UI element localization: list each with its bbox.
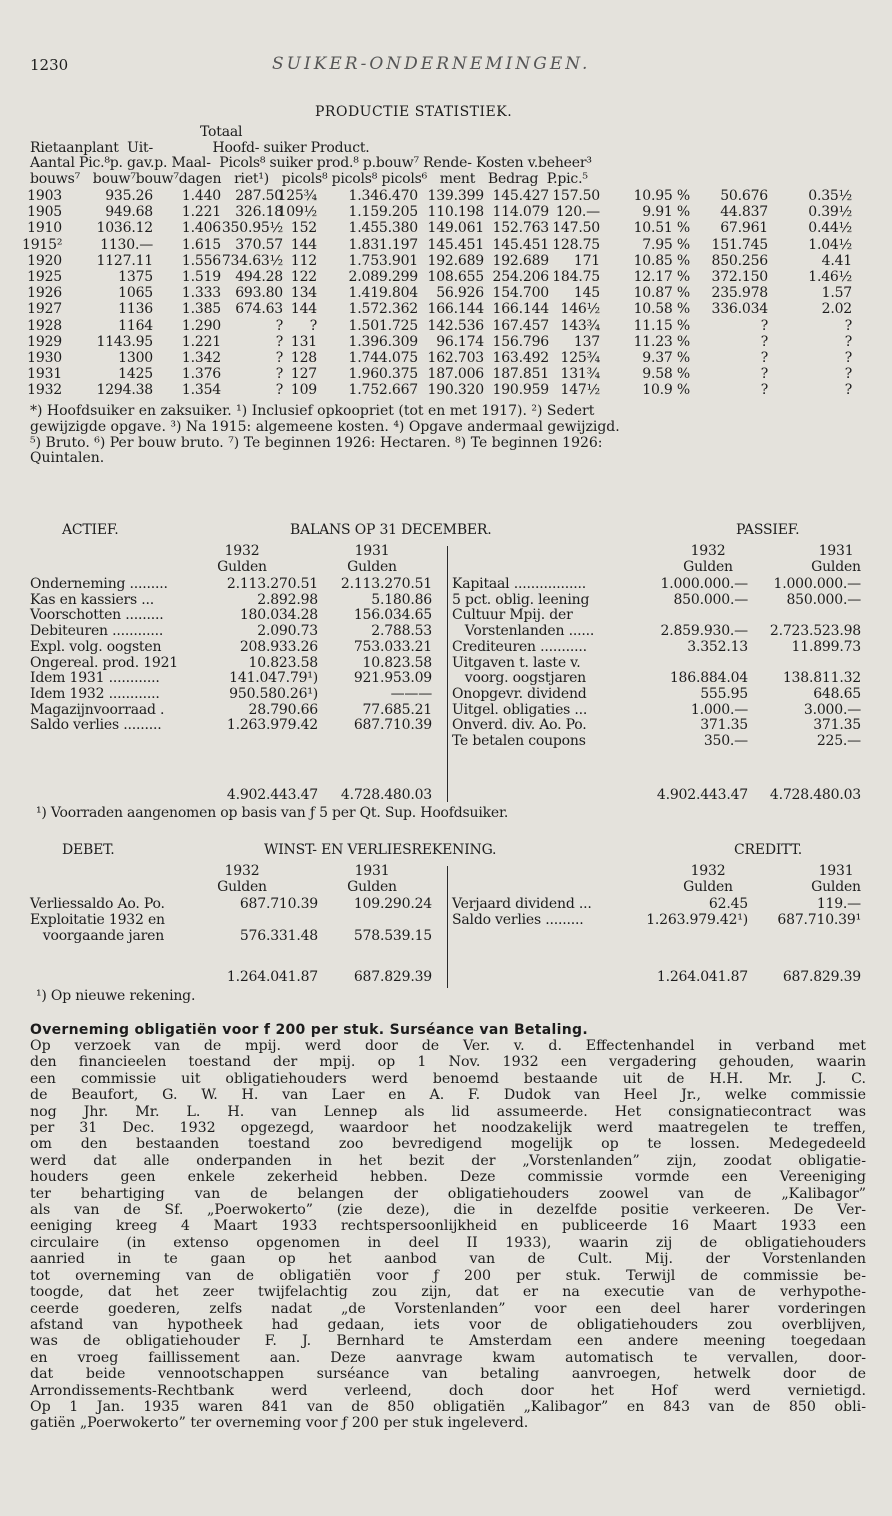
production-cell: 1143.95 bbox=[96, 333, 153, 350]
right-row-value-1932: 850.000.— bbox=[673, 591, 748, 608]
production-cell: 1.960.375 bbox=[348, 366, 418, 383]
production-header-line: bouws⁷ bouw⁷bouw⁷dagen riet¹) picols⁸ picols⁸ picols⁶ ment Bedrag P.pic.⁵ bbox=[30, 170, 588, 187]
production-cell: 9.91 % bbox=[642, 204, 690, 221]
article-line: en vroeg faillissement aan. Deze aanvrage kwam automatisch te vervallen, door- bbox=[30, 1349, 866, 1366]
production-cell: 190.959 bbox=[492, 382, 549, 399]
production-year: 1929 bbox=[27, 333, 62, 350]
production-cell: 147.50 bbox=[552, 220, 600, 237]
production-cell: 1.419.804 bbox=[348, 285, 418, 302]
production-year: 1927 bbox=[27, 301, 62, 318]
production-cell: 12.17 % bbox=[633, 269, 690, 285]
production-cell: 137 bbox=[573, 333, 600, 350]
production-cell: 1.455.380 bbox=[348, 220, 418, 237]
production-cell: 10.58 % bbox=[633, 301, 690, 318]
left-row-label: Debiteuren ............ bbox=[30, 623, 164, 640]
production-cell: 7.95 % bbox=[642, 236, 690, 253]
article-line: per 31 Dec. 1932 opgezegd, waardoor het noodzakelijk werd maatregelen te treffen, bbox=[30, 1120, 866, 1137]
production-cell: 734.63½ bbox=[221, 252, 283, 269]
production-cell: 1.615 bbox=[181, 236, 221, 253]
production-cell: 1375 bbox=[118, 269, 153, 285]
production-cell: 143¾ bbox=[560, 317, 600, 334]
left-row-value-1931: 109.290.24 bbox=[353, 896, 432, 912]
column-unit: Gulden bbox=[217, 878, 267, 895]
production-footnote-line: ⁵) Bruto. ⁶) Per bouw bruto. ⁷) Te beginnen 1926: Hectaren. ⁸) Te beginnen 1926: bbox=[30, 434, 603, 451]
production-cell: ? bbox=[275, 317, 283, 334]
production-cell: 1294.38 bbox=[96, 382, 153, 399]
production-cell: 145 bbox=[573, 285, 600, 302]
left-row-value-1932: 687.710.39 bbox=[239, 896, 318, 912]
production-cell: 1.57 bbox=[821, 285, 852, 302]
production-cell: ? bbox=[844, 382, 852, 399]
left-row-value-1931: 10.823.58 bbox=[362, 654, 432, 671]
running-title: SUIKER-ONDERNEMINGEN. bbox=[272, 54, 591, 74]
column-year: 1931 bbox=[354, 863, 390, 879]
production-year: 1920 bbox=[27, 252, 62, 269]
production-cell: ? bbox=[844, 366, 852, 383]
column-unit: Gulden bbox=[811, 558, 861, 575]
article-line: ceerde goederen, zelfs nadat „de Vorstenlanden” voor een deel harer vorderingen bbox=[30, 1300, 866, 1317]
production-cell: 1.346.470 bbox=[348, 188, 418, 204]
right-row-value-1932: 1.263.979.42¹) bbox=[646, 912, 748, 928]
production-cell: 10.51 % bbox=[633, 220, 690, 237]
right-row-value-1931: 1.000.000.— bbox=[773, 576, 861, 592]
left-row-label: Verliessaldo Ao. Po. bbox=[30, 896, 165, 912]
production-cell: 949.68 bbox=[105, 204, 153, 221]
production-cell: ? bbox=[275, 333, 283, 350]
production-cell: 1036.12 bbox=[96, 220, 153, 237]
right-row-value-1931: 2.723.523.98 bbox=[769, 623, 861, 640]
production-cell: 372.150 bbox=[711, 269, 768, 285]
production-cell: 1.519 bbox=[181, 269, 221, 285]
left-row-value-1932: 10.823.58 bbox=[248, 654, 318, 671]
production-cell: ? bbox=[760, 317, 768, 334]
article-line: afstand van hypotheek had gedaan, iets voor de obligatiehouders zou overblijven, bbox=[30, 1316, 866, 1333]
production-cell: ? bbox=[760, 333, 768, 350]
production-cell: 163.492 bbox=[492, 350, 549, 366]
left-row-label: Magazijnvoorraad . bbox=[30, 701, 165, 718]
production-cell: 171 bbox=[573, 252, 600, 269]
production-cell: 235.978 bbox=[711, 285, 768, 302]
production-cell: 9.58 % bbox=[642, 366, 690, 383]
left-row-value-1931: 578.539.15 bbox=[353, 928, 432, 944]
production-cell: 1.46½ bbox=[808, 269, 852, 285]
production-cell: ? bbox=[760, 382, 768, 399]
article-line: nog Jhr. Mr. L. H. van Lennep als lid assumeerde. Het consignatiecontract was bbox=[30, 1103, 866, 1120]
production-cell: 142.536 bbox=[427, 317, 484, 334]
right-row-label: Uitgaven t. laste v. bbox=[452, 654, 581, 671]
right-row-value-1932: 1.000.— bbox=[690, 701, 748, 718]
production-cell: 152.763 bbox=[492, 220, 549, 237]
balance-divider bbox=[447, 546, 448, 802]
production-cell: 167.457 bbox=[492, 317, 549, 334]
article-line: om den bestaanden toestand zoo bevredigend mogelijk op te lossen. Medegedeeld bbox=[30, 1136, 866, 1153]
production-cell: ? bbox=[309, 317, 317, 334]
right-row-value-1931: 119.— bbox=[816, 896, 861, 912]
left-row-value-1932: 2.090.73 bbox=[257, 623, 318, 640]
article-line: ter behartiging van de belangen der obligatiehouders zoowel van de „Kalibagor” bbox=[30, 1185, 866, 1202]
winst-title: WINST- EN VERLIESREKENING. bbox=[264, 842, 497, 858]
production-cell: 190.320 bbox=[427, 382, 484, 399]
column-year: 1931 bbox=[818, 543, 854, 559]
balance-footnote: ¹) Voorraden aangenomen op basis van ƒ 5 per Qt. Sup. Hoofdsuiker. bbox=[36, 805, 509, 821]
left-total-1931: 687.829.39 bbox=[353, 969, 432, 985]
production-cell: 127 bbox=[290, 366, 317, 383]
production-year: 1930 bbox=[27, 350, 62, 366]
production-cell: 1425 bbox=[118, 366, 153, 383]
production-cell: 131 bbox=[290, 333, 317, 350]
left-row-value-1931: ——— bbox=[390, 685, 432, 702]
production-header-line: Aantal Pic.⁸p. gav.p. Maal- Picols⁸ suiker prod.⁸ p.bouw⁷ Rende- Kosten v.beheer³ bbox=[30, 155, 592, 171]
production-cell: 114.079 bbox=[492, 204, 549, 221]
production-cell: ? bbox=[844, 350, 852, 366]
column-year: 1932 bbox=[690, 543, 726, 559]
production-cell: 287.50 bbox=[235, 188, 283, 204]
left-total-1932: 4.902.443.47 bbox=[226, 787, 318, 803]
winst-footnote: ¹) Op nieuwe rekening. bbox=[36, 988, 196, 1004]
right-row-value-1931: 11.899.73 bbox=[791, 638, 861, 655]
production-cell: 1.501.725 bbox=[348, 317, 418, 334]
section-title: PRODUCTIE STATISTIEK. bbox=[315, 104, 513, 120]
column-year: 1931 bbox=[818, 863, 854, 879]
production-year: 1910 bbox=[27, 220, 62, 237]
right-row-value-1932: 2.859.930.— bbox=[660, 623, 748, 640]
production-cell: 336.034 bbox=[711, 301, 768, 318]
left-row-value-1932: 28.790.66 bbox=[248, 701, 318, 718]
winst-divider bbox=[447, 866, 448, 988]
production-cell: 10.87 % bbox=[633, 285, 690, 302]
left-row-label: Kas en kassiers ... bbox=[30, 591, 155, 608]
left-row-label: Onderneming ......... bbox=[30, 576, 168, 592]
right-row-label: Crediteuren ........... bbox=[452, 638, 587, 655]
article-line: dat beide vennootschappen surséance van betaling aanvroegen, hetwelk door de bbox=[30, 1366, 866, 1383]
left-row-label: Voorschotten ......... bbox=[30, 607, 164, 624]
production-footnote-line: gewijzigde opgave. ³) Na 1915: algemeene kosten. ⁴) Opgave andermaal gewijzigd. bbox=[30, 418, 620, 435]
production-cell: 144 bbox=[290, 301, 317, 318]
article-line: als van de Sf. „Poerwokerto” (zie deze), die in dezelfde positie verkeeren. De Ver- bbox=[30, 1202, 866, 1219]
production-cell: 1300 bbox=[118, 350, 153, 366]
article-line: toogde, dat het zeer twijfelachtig zou zijn, dat er na executie van de verhypothe- bbox=[30, 1284, 866, 1301]
production-cell: 1.556 bbox=[181, 252, 221, 269]
left-row-value-1932: 576.331.48 bbox=[239, 928, 318, 944]
left-row-value-1932: 2.113.270.51 bbox=[226, 576, 318, 592]
right-total-1931: 687.829.39 bbox=[782, 969, 861, 985]
production-cell: 157.50 bbox=[552, 188, 600, 204]
production-cell: 4.41 bbox=[821, 252, 852, 269]
article-line: Arrondissements-Rechtbank werd verleend, doch door het Hof werd vernietigd. bbox=[30, 1382, 866, 1399]
right-row-value-1932: 555.95 bbox=[700, 685, 748, 702]
production-cell: 109 bbox=[290, 382, 317, 399]
winst-right-title: CREDITT. bbox=[734, 842, 802, 858]
production-cell: 326.18 bbox=[235, 204, 283, 221]
right-row-label: Saldo verlies ......... bbox=[452, 912, 584, 928]
right-row-value-1932: 1.000.000.— bbox=[660, 576, 748, 592]
production-cell: 1164 bbox=[118, 317, 153, 334]
production-cell: ? bbox=[844, 333, 852, 350]
production-cell: 145.451 bbox=[427, 236, 484, 253]
balance-right-title: PASSIEF. bbox=[736, 522, 800, 538]
article-line: aanried in te gaan op het aanbod van de Cult. Mij. der Vorstenlanden bbox=[30, 1251, 866, 1268]
production-cell: 120.— bbox=[555, 204, 600, 221]
right-row-value-1931: 648.65 bbox=[813, 685, 861, 702]
production-cell: 1.04½ bbox=[808, 236, 852, 253]
right-row-value-1932: 3.352.13 bbox=[687, 638, 748, 655]
article-line: tot overneming van de obligatiën voor ƒ 200 per stuk. Terwijl de commissie be- bbox=[30, 1267, 866, 1284]
production-cell: 1.221 bbox=[181, 333, 221, 350]
right-row-label: Verjaard dividend ... bbox=[452, 896, 592, 912]
production-cell: 1.385 bbox=[181, 301, 221, 318]
winst-left-title: DEBET. bbox=[62, 842, 115, 858]
right-total-1932: 1.264.041.87 bbox=[656, 969, 748, 985]
left-row-value-1931: 5.180.86 bbox=[371, 591, 432, 608]
right-row-label: Te betalen coupons bbox=[452, 733, 586, 749]
balance-title: BALANS OP 31 DECEMBER. bbox=[290, 522, 492, 538]
article-line: een commissie uit obligatiehouders werd benoemd bestaande uit de H.H. Mr. J. C. bbox=[30, 1070, 866, 1087]
production-cell: 152 bbox=[290, 220, 317, 237]
production-cell: 145.427 bbox=[492, 188, 549, 204]
left-row-value-1932: 1.263.979.42 bbox=[226, 717, 318, 734]
article-line: de Beaufort, G. W. H. van Laer en A. F. Dudok van Heel Jr., welke commissie bbox=[30, 1087, 866, 1104]
article-line: houders geen enkele zekerheid hebben. Deze commissie vormde een Vereeniging bbox=[30, 1169, 866, 1186]
production-cell: 0.39½ bbox=[808, 204, 852, 221]
production-cell: 125¾ bbox=[560, 350, 600, 366]
production-cell: 935.26 bbox=[105, 188, 153, 204]
production-cell: 144 bbox=[290, 236, 317, 253]
production-cell: 1.572.362 bbox=[348, 301, 418, 318]
right-row-value-1931: 687.710.39¹ bbox=[777, 912, 861, 928]
production-cell: 122 bbox=[290, 269, 317, 285]
production-header-line: Rietaanplant Uit- Hoofd- suiker Product. bbox=[30, 139, 370, 156]
left-row-value-1932: 2.892.98 bbox=[257, 591, 318, 608]
production-cell: 156.796 bbox=[492, 333, 549, 350]
production-cell: 1.831.197 bbox=[348, 236, 418, 253]
production-cell: 11.15 % bbox=[633, 317, 690, 334]
production-cell: ? bbox=[275, 350, 283, 366]
production-year: 1905 bbox=[27, 204, 62, 221]
article-line: Op 1 Jan. 1935 waren 841 van de 850 obligatiën „Kalibagor” en 843 van de 850 obli- bbox=[30, 1398, 866, 1415]
right-row-label: Cultuur Mpij. der bbox=[452, 607, 573, 624]
production-cell: 131¾ bbox=[560, 366, 600, 383]
article-line: den financieelen toestand der mpij. op 1 Nov. 1932 een vergadering gehouden, waarin bbox=[30, 1054, 866, 1071]
article-line: Op verzoek van de mpij. werd door de Ver. v. d. Effectenhandel in verband met bbox=[30, 1038, 866, 1054]
production-cell: 1.342 bbox=[181, 350, 221, 366]
right-row-label: voorg. oogstjaren bbox=[452, 670, 586, 687]
left-row-label: Ongereal. prod. 1921 bbox=[30, 654, 179, 671]
left-row-value-1931: 753.033.21 bbox=[353, 638, 432, 655]
production-cell: 1.753.901 bbox=[348, 252, 418, 269]
left-row-label: Expl. volg. oogsten bbox=[30, 638, 162, 655]
article-line: eeniging kreeg 4 Maart 1933 rechtspersoonlijkheid en publiceerde 16 Maart 1933 een bbox=[30, 1218, 866, 1235]
article-body bbox=[30, 1038, 866, 1432]
left-row-value-1931: 921.953.09 bbox=[353, 670, 432, 687]
production-cell: 151.745 bbox=[711, 236, 768, 253]
article-line: gatiën „Poerwokerto” ter overneming voor ƒ 200 per stuk ingeleverd. bbox=[30, 1415, 529, 1432]
production-header-line: Totaal bbox=[30, 124, 243, 140]
left-row-value-1931: 156.034.65 bbox=[353, 607, 432, 624]
production-year: 1915² bbox=[22, 236, 63, 253]
right-row-value-1931: 3.000.— bbox=[803, 701, 861, 718]
production-cell: ? bbox=[760, 366, 768, 383]
column-unit: Gulden bbox=[347, 878, 397, 895]
column-unit: Gulden bbox=[347, 558, 397, 575]
right-row-value-1932: 186.884.04 bbox=[669, 670, 748, 687]
production-year: 1932 bbox=[27, 382, 62, 399]
production-cell: 44.837 bbox=[720, 204, 768, 221]
right-row-value-1932: 371.35 bbox=[700, 717, 748, 734]
balance-left-title: ACTIEF. bbox=[62, 522, 119, 538]
production-year: 1928 bbox=[27, 317, 62, 334]
production-cell: 125¾ bbox=[277, 188, 317, 204]
production-year: 1903 bbox=[27, 188, 62, 204]
left-row-value-1931: 687.710.39 bbox=[353, 717, 432, 734]
article-line: werd dat alle onderpanden in het bezit der „Vorstenlanden” zijn, zoodat obligatie- bbox=[30, 1152, 866, 1169]
production-cell: 10.85 % bbox=[633, 252, 690, 269]
production-cell: 128.75 bbox=[552, 236, 600, 253]
left-row-value-1932: 208.933.26 bbox=[239, 638, 318, 655]
production-cell: 146½ bbox=[560, 301, 600, 318]
production-cell: 674.63 bbox=[235, 301, 283, 318]
right-row-value-1931: 225.— bbox=[816, 733, 861, 749]
production-cell: 108.655 bbox=[427, 269, 484, 285]
production-cell: 1.744.075 bbox=[348, 350, 418, 366]
column-unit: Gulden bbox=[217, 558, 267, 575]
left-row-value-1932: 950.580.26¹) bbox=[229, 685, 318, 702]
production-cell: 154.700 bbox=[492, 285, 549, 302]
production-cell: 112 bbox=[290, 252, 317, 269]
production-cell: 1.333 bbox=[181, 285, 221, 302]
column-unit: Gulden bbox=[811, 878, 861, 895]
production-cell: 166.144 bbox=[492, 301, 549, 318]
production-cell: 850.256 bbox=[711, 252, 768, 269]
left-row-value-1932: 180.034.28 bbox=[239, 607, 318, 624]
production-cell: 494.28 bbox=[235, 269, 283, 285]
left-total-1932: 1.264.041.87 bbox=[226, 969, 318, 985]
production-cell: 128 bbox=[290, 350, 317, 366]
production-cell: 350.95½ bbox=[221, 220, 283, 237]
production-cell: 162.703 bbox=[427, 350, 484, 366]
production-cell: 187.851 bbox=[492, 366, 549, 383]
production-cell: 147½ bbox=[560, 382, 600, 399]
right-row-label: Onverd. div. Ao. Po. bbox=[452, 717, 587, 734]
production-cell: 96.174 bbox=[436, 333, 484, 350]
column-year: 1931 bbox=[354, 543, 390, 559]
right-row-label: Vorstenlanden ...... bbox=[452, 623, 595, 640]
right-row-value-1932: 350.— bbox=[703, 733, 748, 749]
production-cell: 139.399 bbox=[427, 188, 484, 204]
right-total-1932: 4.902.443.47 bbox=[656, 787, 748, 803]
production-cell: 1065 bbox=[118, 285, 153, 302]
production-cell: 1.354 bbox=[181, 382, 221, 399]
column-unit: Gulden bbox=[683, 558, 733, 575]
production-cell: ? bbox=[275, 382, 283, 399]
production-cell: 1136 bbox=[118, 301, 153, 318]
production-cell: 109½ bbox=[277, 204, 317, 221]
production-cell: 370.57 bbox=[235, 236, 283, 253]
production-cell: 166.144 bbox=[427, 301, 484, 318]
production-cell: 1.221 bbox=[181, 204, 221, 221]
column-year: 1932 bbox=[224, 863, 260, 879]
production-year: 1925 bbox=[27, 269, 62, 285]
production-cell: 1.752.667 bbox=[348, 382, 418, 399]
production-cell: 1.376 bbox=[181, 366, 221, 383]
production-cell: 67.961 bbox=[720, 220, 768, 237]
left-row-label: Idem 1931 ............ bbox=[30, 670, 160, 687]
article-title: Overneming obligatiën voor f 200 per stuk. Surséance van Betaling. bbox=[30, 1022, 588, 1038]
production-cell: 149.061 bbox=[427, 220, 484, 237]
left-row-label: Idem 1932 ............ bbox=[30, 685, 160, 702]
article-line: was de obligatiehouder F. J. Bernhard te Amsterdam een andere meening toegedaan bbox=[30, 1333, 866, 1350]
production-cell: 693.80 bbox=[235, 285, 283, 302]
production-cell: 1.406 bbox=[181, 220, 221, 237]
production-cell: 0.44½ bbox=[808, 220, 852, 237]
production-cell: 1127.11 bbox=[96, 252, 153, 269]
production-cell: 1.440 bbox=[181, 188, 221, 204]
production-cell: 145.451 bbox=[492, 236, 549, 253]
right-row-label: Uitgel. obligaties ... bbox=[452, 701, 588, 718]
left-row-value-1931: 2.113.270.51 bbox=[340, 576, 432, 592]
production-cell: 2.02 bbox=[821, 301, 852, 318]
production-cell: 56.926 bbox=[436, 285, 484, 302]
production-footnote-line: Quintalen. bbox=[30, 450, 105, 467]
production-cell: 10.95 % bbox=[633, 188, 690, 204]
production-cell: 192.689 bbox=[427, 252, 484, 269]
left-row-value-1931: 2.788.53 bbox=[371, 623, 432, 640]
production-cell: 192.689 bbox=[492, 252, 549, 269]
production-cell: 10.9 % bbox=[642, 382, 690, 399]
right-row-value-1932: 62.45 bbox=[708, 896, 748, 912]
production-cell: ? bbox=[275, 366, 283, 383]
production-cell: 254.206 bbox=[492, 269, 549, 285]
left-row-label: voorgaande jaren bbox=[30, 928, 165, 944]
right-row-value-1931: 371.35 bbox=[813, 717, 861, 734]
production-cell: 9.37 % bbox=[642, 350, 690, 366]
right-row-value-1931: 138.811.32 bbox=[782, 670, 861, 687]
production-cell: 1.396.309 bbox=[348, 333, 418, 350]
production-cell: ? bbox=[844, 317, 852, 334]
production-cell: 11.23 % bbox=[633, 333, 690, 350]
right-row-value-1931: 850.000.— bbox=[786, 591, 861, 608]
production-cell: 110.198 bbox=[427, 204, 484, 221]
production-cell: 1130.— bbox=[100, 236, 153, 253]
production-cell: 184.75 bbox=[552, 269, 600, 285]
article-line: circulaire (in extenso opgenomen in deel II 1933), waarin zij de obligatiehouders bbox=[30, 1234, 866, 1251]
production-cell: 1.159.205 bbox=[348, 204, 418, 221]
left-total-1931: 4.728.480.03 bbox=[340, 787, 432, 803]
production-cell: 0.35½ bbox=[808, 188, 852, 204]
left-row-value-1931: 77.685.21 bbox=[362, 701, 432, 718]
production-cell: 134 bbox=[290, 285, 317, 302]
right-row-label: Onopgevr. dividend bbox=[452, 685, 587, 702]
production-cell: 50.676 bbox=[720, 188, 768, 204]
column-year: 1932 bbox=[224, 543, 260, 559]
left-row-label: Exploitatie 1932 en bbox=[30, 912, 165, 928]
production-cell: 2.089.299 bbox=[348, 269, 418, 285]
right-total-1931: 4.728.480.03 bbox=[769, 787, 861, 803]
page-number: 1230 bbox=[30, 56, 69, 74]
left-row-value-1932: 141.047.79¹) bbox=[229, 670, 318, 687]
production-year: 1931 bbox=[27, 366, 62, 383]
production-cell: ? bbox=[760, 350, 768, 366]
production-cell: 1.290 bbox=[181, 317, 221, 334]
right-row-label: Kapitaal ................. bbox=[452, 576, 586, 592]
production-footnote-line: *) Hoofdsuiker en zaksuiker. ¹) Inclusief opkoopriet (tot en met 1917). ²) Sedert bbox=[30, 403, 595, 419]
left-row-label: Saldo verlies ......... bbox=[30, 717, 162, 734]
production-cell: 187.006 bbox=[427, 366, 484, 383]
column-unit: Gulden bbox=[683, 878, 733, 895]
right-row-label: 5 pct. oblig. leening bbox=[452, 591, 590, 608]
production-year: 1926 bbox=[27, 285, 62, 302]
column-year: 1932 bbox=[690, 863, 726, 879]
